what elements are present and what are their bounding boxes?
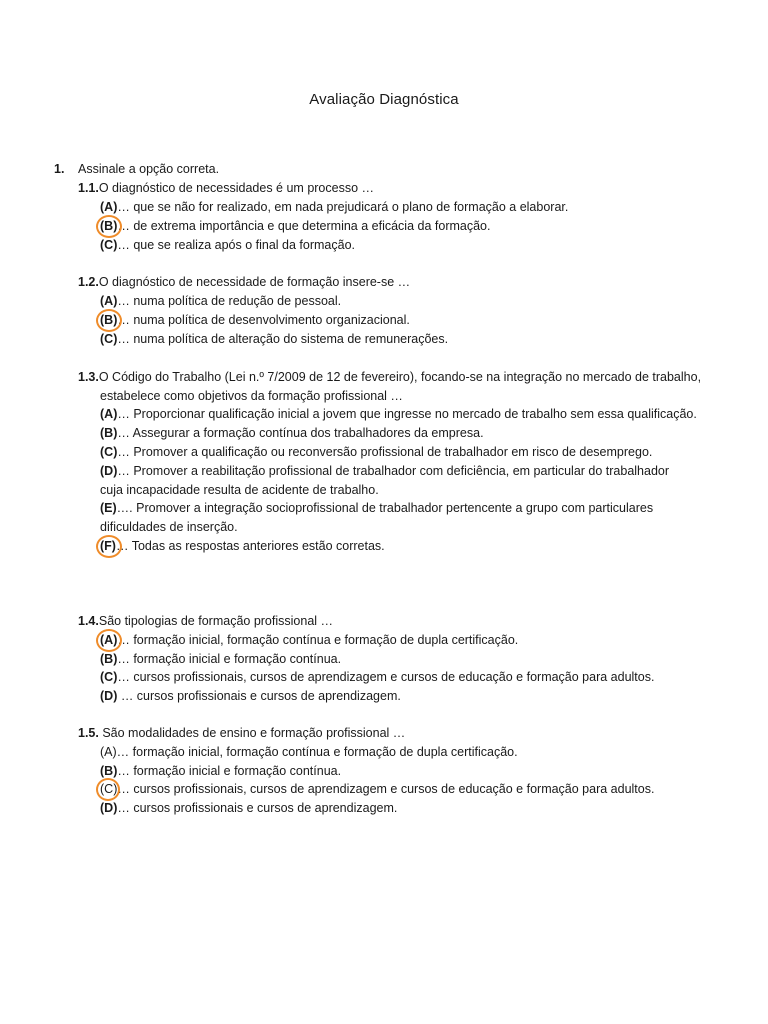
option-text: … cursos profissionais e cursos de aprendizagem. — [117, 801, 398, 815]
option-1-4-a — [100, 631, 518, 650]
option-1-3-f — [100, 537, 385, 556]
option-label: (B) — [100, 426, 118, 440]
option-label: (E) — [100, 501, 117, 515]
option-text: … formação inicial e formação contínua. — [117, 652, 342, 666]
option-label: (A) — [100, 407, 118, 421]
question-1-5 — [78, 724, 405, 743]
option-1-3-e-continued: dificuldades de inserção. — [100, 520, 238, 534]
option-label: (D) — [100, 801, 118, 815]
option-label: (C) — [100, 238, 118, 252]
option-1-4-d — [100, 687, 401, 706]
option-text: … Todas as respostas anteriores estão corretas. — [115, 539, 385, 553]
option-text: … cursos profissionais, cursos de aprendizagem e cursos de educação e formação para adultos. — [117, 670, 655, 684]
option-text: … Proporcionar qualificação inicial a jovem que ingresse no mercado de trabalho sem essa qualificação. — [117, 407, 697, 421]
option-label: (C) — [100, 670, 118, 684]
question-text: São modalidades de ensino e formação profissional … — [98, 726, 406, 740]
option-text: … numa política de alteração do sistema de remunerações. — [117, 332, 449, 346]
option-1-3-d-continued: cuja incapacidade resulta de acidente de trabalho. — [100, 483, 379, 497]
option-label: (C) — [100, 332, 118, 346]
option-1-5-a — [100, 743, 518, 762]
question-1-text: Assinale a opção correta. — [78, 162, 220, 176]
option-label: (B) — [100, 219, 118, 233]
option-text: … numa política de desenvolvimento organizacional. — [117, 313, 410, 327]
option-1-2-b — [100, 311, 410, 330]
question-number: 1.5. — [78, 726, 99, 740]
option-1-3-e — [100, 499, 653, 518]
option-label: (A) — [100, 200, 118, 214]
option-1-4-c — [100, 668, 654, 687]
option-text: …. Promover a integração socioprofissional de trabalhador pertencente a grupo com particulares — [116, 501, 654, 515]
question-text: O Código do Trabalho (Lei n.º 7/2009 de 12 de fevereiro), focando-se na integração no mercado de trabalho, — [98, 370, 702, 384]
option-1-4-b — [100, 650, 341, 669]
option-label: (A) — [100, 633, 118, 647]
question-number: 1.3. — [78, 370, 99, 384]
option-text: … Promover a reabilitação profissional de trabalhador com deficiência, em particular do trabalhador — [117, 464, 670, 478]
option-label: (B) — [100, 652, 118, 666]
option-label: (F) — [100, 539, 116, 553]
option-label: (B) — [100, 764, 118, 778]
option-text: … Assegurar a formação contínua dos trabalhadores da empresa. — [117, 426, 484, 440]
option-1-5-c — [100, 780, 654, 799]
option-text: … cursos profissionais e cursos de aprendizagem. — [117, 689, 401, 703]
option-text: … numa política de redução de pessoal. — [117, 294, 342, 308]
option-text: … formação inicial, formação contínua e formação de dupla certificação. — [116, 745, 518, 759]
option-text: … que se realiza após o final da formação. — [117, 238, 355, 252]
question-1 — [54, 160, 64, 179]
question-text: São tipologias de formação profissional … — [98, 614, 334, 628]
option-text: … formação inicial, formação contínua e formação de dupla certificação. — [117, 633, 519, 647]
question-1-1 — [78, 179, 374, 198]
question-1-3-continued: estabelece como objetivos da formação profissional … — [100, 389, 403, 403]
option-label: (B) — [100, 313, 118, 327]
page-title: Avaliação Diagnóstica — [309, 91, 459, 108]
option-1-1-a — [100, 198, 568, 217]
question-text: O diagnóstico de necessidades é um processo … — [98, 181, 375, 195]
option-label: (C) — [100, 782, 118, 796]
option-1-2-a — [100, 292, 341, 311]
option-text: … Promover a qualificação ou reconversão profissional de trabalhador em risco de desemprego. — [117, 445, 653, 459]
option-1-1-c — [100, 236, 355, 255]
question-text: O diagnóstico de necessidade de formação insere-se … — [98, 275, 411, 289]
option-1-2-c — [100, 330, 448, 349]
option-1-5-d — [100, 799, 397, 818]
option-label: (D) — [100, 689, 118, 703]
option-text: … cursos profissionais, cursos de aprendizagem e cursos de educação e formação para adultos. — [117, 782, 655, 796]
option-text: … que se não for realizado, em nada prejudicará o plano de formação a elaborar. — [117, 200, 569, 214]
option-1-3-a — [100, 405, 697, 424]
question-1-4 — [78, 612, 333, 631]
option-label: (A) — [100, 294, 118, 308]
option-1-3-b — [100, 424, 484, 443]
option-1-1-b — [100, 217, 490, 236]
question-number: 1.2. — [78, 275, 99, 289]
option-label: (D) — [100, 464, 118, 478]
question-1-2 — [78, 273, 410, 292]
option-1-3-c — [100, 443, 652, 462]
option-1-3-d — [100, 462, 669, 481]
option-label: (A) — [100, 745, 117, 759]
option-label: (C) — [100, 445, 118, 459]
question-number: 1.4. — [78, 614, 99, 628]
option-1-5-b — [100, 762, 341, 781]
question-1-3 — [78, 368, 701, 387]
option-text: … de extrema importância e que determina a eficácia da formação. — [117, 219, 491, 233]
question-number: 1.1. — [78, 181, 99, 195]
option-text: … formação inicial e formação contínua. — [117, 764, 342, 778]
question-number: 1. — [54, 162, 65, 176]
